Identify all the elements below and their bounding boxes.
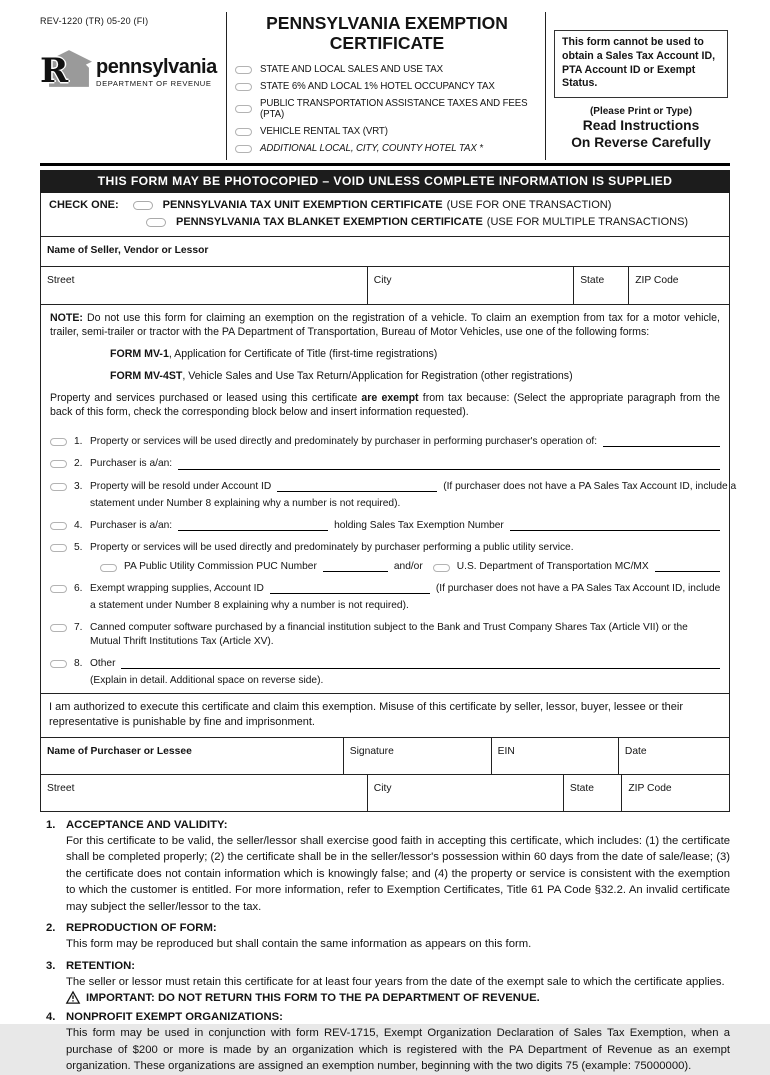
item-5-checkbox[interactable]	[50, 544, 67, 552]
tax-type-checkbox-pta[interactable]	[235, 105, 252, 113]
instruction-retention	[40, 960, 730, 1004]
tax-type-label: VEHICLE RENTAL TAX (VRT)	[260, 126, 388, 138]
purchaser-state-label: State	[569, 782, 594, 794]
item-1-text: Property or services will be used directly and predominately by purchaser in performing purchaser's operation of:	[90, 436, 598, 447]
seller-city-label: City	[373, 275, 392, 287]
instructions-section	[40, 819, 730, 1075]
form-title-line1: PENNSYLVANIA EXEMPTION	[266, 13, 508, 33]
print-or-type-note: (Please Print or Type)	[589, 106, 693, 118]
tax-type-label: ADDITIONAL LOCAL, CITY, COUNTY HOTEL TAX *	[260, 143, 483, 155]
check-one-row-blanket	[146, 216, 721, 228]
keystone-icon	[40, 48, 92, 96]
item-4-text: Purchaser is a/an:	[90, 520, 173, 531]
tax-type-row	[235, 81, 539, 92]
unit-certificate-checkbox[interactable]	[133, 201, 153, 210]
purchaser-street-field[interactable]	[41, 775, 368, 811]
item-6-line2: a statement under Number 8 explaining why a number is not required).	[90, 600, 409, 611]
item-6-checkbox[interactable]	[50, 585, 67, 593]
tax-type-row	[235, 98, 539, 120]
item-8-other-blank[interactable]	[121, 659, 720, 669]
purchaser-name-label: Name of Purchaser or Lessee	[47, 745, 192, 757]
purchaser-zip-label: ZIP Code	[628, 782, 672, 794]
tax-type-list	[235, 64, 539, 154]
seller-name-field[interactable]	[41, 237, 729, 267]
item-1-number: 1.	[74, 436, 83, 447]
item-4-type-blank[interactable]	[178, 521, 328, 531]
note-paragraph	[50, 312, 720, 340]
item-5-text: Property or services will be used directly and predominately by purchaser performing a public utility service.	[90, 542, 574, 554]
purchaser-address-row	[41, 774, 729, 811]
item-8-text: Other	[90, 657, 116, 669]
instruction-3-body: The seller or lessor must retain this certificate for at least four years from the date of the exempt sale to which the certificate applies.	[66, 975, 725, 988]
unit-certificate-label: PENNSYLVANIA TAX UNIT EXEMPTION CERTIFICATE	[162, 199, 443, 212]
item-7-number: 7.	[74, 622, 83, 634]
form-mv1-line	[110, 348, 720, 362]
item-2-text: Purchaser is a/an:	[90, 458, 173, 470]
item-5-mcmx-blank[interactable]	[655, 562, 720, 572]
warning-triangle-icon	[66, 991, 80, 1004]
notice-box: This form cannot be used to obtain a Sales Tax Account ID, PTA Account ID or Exempt Status.	[554, 30, 728, 98]
item-5-dot-label: U.S. Department of Transportation MC/MX	[456, 560, 649, 572]
authorization-statement: I am authorized to execute this certificate and claim this exemption. Misuse of this certificate by seller, lessor, buyer, lessee or their representative is punishable by fine and imprisonment.	[41, 693, 729, 737]
item-3-note: (If purchaser does not have a PA Sales Tax Account ID, include a	[443, 480, 737, 492]
instruction-reproduction	[40, 922, 730, 952]
tax-type-label: PUBLIC TRANSPORTATION ASSISTANCE TAXES AND FEES (PTA)	[260, 98, 528, 121]
instruction-1-number: 1.	[46, 818, 56, 831]
instruction-4-number: 4.	[46, 1011, 56, 1024]
item-8-line2: (Explain in detail. Additional space on reverse side).	[90, 675, 324, 686]
purchaser-ein-field[interactable]	[492, 738, 619, 774]
form-title	[235, 14, 539, 53]
instruction-2-body: This form may be reproduced but shall contain the same information as appears on this form.	[66, 938, 532, 951]
tax-type-checkbox-vrt[interactable]	[235, 128, 252, 136]
tax-type-checkbox-sales-use[interactable]	[235, 66, 252, 74]
exempt-intro-b: from tax because: (Select the appropriate paragraph from the back of this form, check the corresponding block below and insert information requested).	[50, 392, 720, 419]
purchaser-date-field[interactable]	[619, 738, 729, 774]
logo-letter: R	[40, 51, 69, 91]
instruction-4-body: This form may be used in conjunction with form REV-1715, Exempt Organization Declaration of Sales Tax Exemption, when a purchase of $200 or more is made by an organization which is registered with the PA Department of Revenue as an exempt organization. These organizations are assigned an exemption number, beginning with the two digits 75 (example: 75000000).	[66, 1027, 730, 1073]
header-right-column	[546, 12, 730, 160]
item-8-number: 8.	[74, 657, 83, 669]
seller-city-field[interactable]	[368, 267, 574, 304]
logo-brand: pennsylvania	[96, 55, 217, 78]
instruction-3-number: 3.	[46, 959, 56, 972]
exempt-intro-a: Property and services purchased or leased using this certificate	[50, 392, 362, 405]
exemption-item-3	[50, 480, 737, 511]
certificate-body	[40, 193, 737, 812]
read-instructions-line1: Read Instructions	[582, 118, 700, 134]
item-2-blank[interactable]	[178, 459, 720, 469]
blanket-certificate-checkbox[interactable]	[146, 218, 166, 227]
item-7-text: Canned computer software purchased by a financial institution subject to the Bank and Trust Company Shares Tax (Article VII) or the Mutual Thrift Institutions Tax (Article XV).	[90, 622, 688, 647]
purchaser-date-label: Date	[624, 745, 647, 757]
item-5-puc-label: PA Public Utility Commission PUC Number	[124, 560, 317, 572]
item-4-checkbox[interactable]	[50, 522, 67, 530]
note-section	[41, 305, 729, 426]
seller-zip-field[interactable]	[629, 267, 729, 304]
purchaser-city-field[interactable]	[368, 775, 564, 811]
exempt-intro-bold: are exempt	[361, 392, 419, 405]
important-warning-text: IMPORTANT: DO NOT RETURN THIS FORM TO THE PA DEPARTMENT OF REVENUE.	[86, 991, 540, 1004]
header-center-column	[226, 12, 546, 160]
item-5-puc-checkbox[interactable]	[100, 564, 117, 572]
photocopy-banner: THIS FORM MAY BE PHOTOCOPIED – VOID UNLESS COMPLETE INFORMATION IS SUPPLIED	[40, 170, 730, 193]
item-6-number: 6.	[74, 582, 83, 594]
form-header	[40, 12, 730, 160]
logo-text	[96, 57, 217, 88]
item-6-account-id-blank[interactable]	[270, 584, 430, 594]
tax-type-label: STATE AND LOCAL SALES AND USE TAX	[260, 64, 443, 76]
item-2-checkbox[interactable]	[50, 460, 67, 468]
instruction-1-body: For this certificate to be valid, the seller/lessor shall exercise good faith in accepting this certificate, which includes: (1) the certificate shall be completed properly; (2) the certificate shall be in the seller/lessor's possession within 60 days from the date of sale/lease; (3) the certificate does not contain information which is knowingly false; and (4) the property or service is consistent with the exemption to which the customer is entitled. For more information, refer to Exemption Certificates, Title 61 PA Code §32.2. An invalid certificate may subject the seller/lessor to the tax.	[66, 834, 730, 913]
header-divider-rule	[40, 163, 730, 166]
tax-type-checkbox-hotel-occupancy[interactable]	[235, 83, 252, 91]
tax-type-row	[235, 126, 539, 137]
form-mv4st-line	[110, 370, 720, 384]
purchaser-ein-label: EIN	[497, 745, 515, 757]
item-5-subline	[100, 560, 720, 573]
seller-state-field[interactable]	[574, 267, 629, 304]
item-4-number: 4.	[74, 520, 83, 531]
seller-street-field[interactable]	[41, 267, 368, 304]
blanket-certificate-sublabel: (USE FOR MULTIPLE TRANSACTIONS)	[486, 216, 689, 229]
exemption-items-list	[41, 435, 737, 693]
check-one-label: CHECK ONE:	[49, 199, 119, 212]
purchaser-info-row	[41, 737, 729, 774]
form-mv4st-name: FORM MV-4ST	[110, 370, 183, 383]
read-instructions-line2: On Reverse Carefully	[571, 135, 711, 151]
purchaser-street-label: Street	[47, 782, 75, 794]
exemption-item-1	[50, 435, 720, 448]
tax-type-label: STATE 6% AND LOCAL 1% HOTEL OCCUPANCY TAX	[260, 81, 495, 93]
seller-address-row	[41, 267, 729, 305]
item-5-andor: and/or	[393, 560, 423, 572]
instruction-1-title: ACCEPTANCE AND VALIDITY:	[66, 818, 228, 831]
note-text: Do not use this form for claiming an exemption on the registration of a vehicle. To claim an exemption from tax for a motor vehicle, trailer, semi-trailer or tractor with the PA Department of Transportation, Bureau of Motor Vehicles, use one of the following forms:	[50, 312, 720, 339]
blanket-certificate-label: PENNSYLVANIA TAX BLANKET EXEMPTION CERTIFICATE	[176, 216, 483, 229]
item-4-mid-text: holding Sales Tax Exemption Number	[334, 520, 504, 531]
item-7-checkbox[interactable]	[50, 624, 67, 632]
purchaser-signature-label: Signature	[349, 745, 394, 757]
tax-type-row	[235, 143, 539, 154]
unit-certificate-sublabel: (USE FOR ONE TRANSACTION)	[446, 199, 612, 212]
exemption-item-6	[50, 582, 720, 613]
exemption-item-7	[50, 621, 720, 648]
item-3-text: Property will be resold under Account ID	[90, 480, 272, 492]
tax-type-row	[235, 64, 539, 75]
purchaser-state-field[interactable]	[564, 775, 622, 811]
item-5-dot-checkbox[interactable]	[433, 564, 450, 572]
seller-state-label: State	[580, 275, 605, 287]
exemption-item-8	[50, 657, 720, 688]
exemption-item-5	[50, 541, 720, 573]
instruction-nonprofit	[40, 1011, 730, 1074]
instruction-acceptance	[40, 819, 730, 915]
seller-zip-label: ZIP Code	[635, 275, 679, 287]
form-mv1-desc: , Application for Certificate of Title (first-time registrations)	[168, 348, 438, 361]
item-3-number: 3.	[74, 480, 83, 492]
header-left-column	[40, 12, 226, 160]
check-one-row-unit	[49, 199, 721, 211]
purchaser-name-field[interactable]	[41, 738, 344, 774]
item-4-exemption-number-blank[interactable]	[510, 521, 720, 531]
important-warning-line	[66, 991, 730, 1004]
item-6-text: Exempt wrapping supplies, Account ID	[90, 582, 264, 594]
logo-department: DEPARTMENT OF REVENUE	[96, 78, 212, 88]
exemption-item-2	[50, 457, 720, 470]
instruction-3-title: RETENTION:	[66, 959, 136, 972]
instruction-2-title: REPRODUCTION OF FORM:	[66, 922, 217, 935]
item-3-checkbox[interactable]	[50, 483, 67, 491]
item-3-account-id-blank[interactable]	[277, 482, 437, 492]
seller-street-label: Street	[47, 275, 75, 287]
pa-revenue-logo	[40, 48, 226, 96]
item-8-checkbox[interactable]	[50, 660, 67, 668]
item-6-note: (If purchaser does not have a PA Sales Tax Account ID, include	[435, 582, 721, 594]
check-one-section	[41, 193, 729, 237]
tax-type-checkbox-hotel-additional[interactable]	[235, 145, 252, 153]
note-bold: NOTE:	[50, 312, 83, 325]
item-5-number: 5.	[74, 542, 83, 554]
exemption-item-4	[50, 519, 720, 532]
purchaser-signature-field[interactable]	[344, 738, 492, 774]
instruction-4-title: NONPROFIT EXEMPT ORGANIZATIONS:	[66, 1011, 283, 1024]
exempt-intro-paragraph	[50, 392, 720, 420]
form-mv1-name: FORM MV-1	[110, 348, 169, 361]
item-2-number: 2.	[74, 458, 83, 470]
seller-name-label: Name of Seller, Vendor or Lessor	[47, 245, 209, 257]
item-1-checkbox[interactable]	[50, 438, 67, 446]
form-title-line2: CERTIFICATE	[329, 32, 445, 53]
instruction-2-number: 2.	[46, 922, 56, 935]
purchaser-city-label: City	[373, 782, 392, 794]
form-number: REV-1220 (TR) 05-20 (FI)	[40, 16, 149, 26]
item-3-line2: statement under Number 8 explaining why a number is not required).	[90, 497, 401, 509]
item-1-blank[interactable]	[603, 437, 720, 447]
form-mv4st-desc: , Vehicle Sales and Use Tax Return/Application for Registration (other registrations)	[182, 370, 573, 383]
purchaser-zip-field[interactable]	[622, 775, 729, 811]
item-5-puc-number-blank[interactable]	[323, 562, 388, 572]
